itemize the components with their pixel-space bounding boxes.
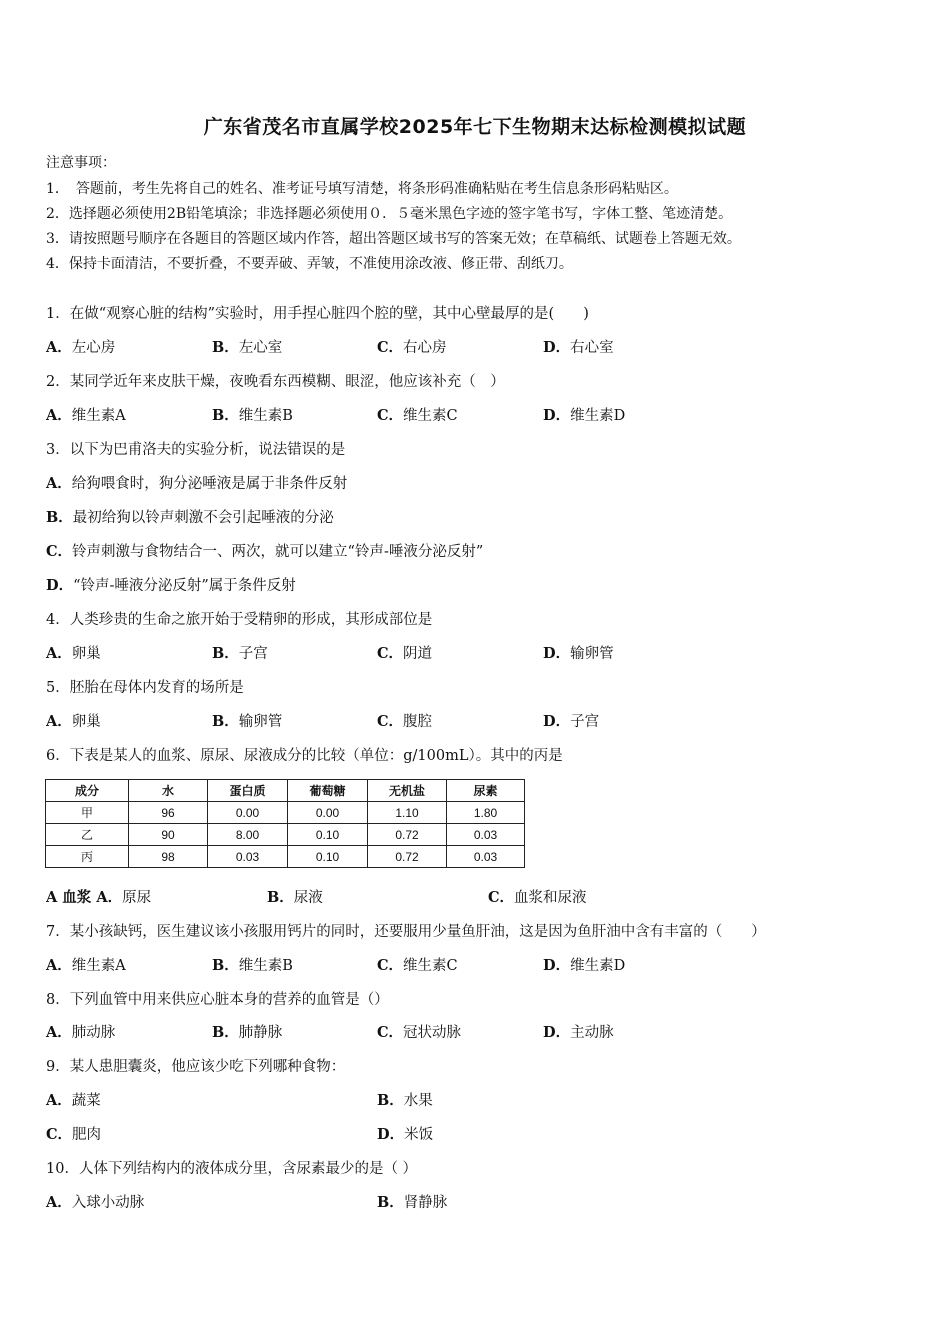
option-text: 水果 (403, 1093, 433, 1109)
option-letter: A． (46, 339, 72, 356)
table-cell: 0.72 (368, 846, 447, 868)
table-row (46, 802, 525, 824)
option-text: 左心室 (238, 340, 283, 356)
notice-item: 2．选择题必须使用2B铅笔填涂；非选择题必须使用０．５毫米黑色字迹的签字笔书写，字体工整、笔迹清楚。 (46, 206, 733, 222)
option-text: 维生素C (403, 958, 458, 974)
option-text: 维生素A (71, 408, 126, 424)
option-text: 维生素A (71, 958, 126, 974)
option-text: 铃声刺激与食物结合一、两次，就可以建立“铃声-唾液分泌反射” (72, 544, 484, 560)
table-cell: 0.03 (447, 824, 525, 846)
option-text: 输卵管 (238, 714, 283, 730)
option-b (212, 710, 282, 731)
table-header: 无机盐 (368, 780, 447, 802)
option-a (46, 954, 126, 975)
option-b (377, 1089, 433, 1110)
question-stem: 2．某同学近年来皮肤干燥，夜晚看东西模糊、眼涩，他应该补充（ ） (46, 374, 505, 390)
option-letter: A． (46, 713, 72, 730)
option-text: 肾静脉 (403, 1195, 448, 1211)
table-cell: 1.80 (447, 802, 525, 824)
option-text: 米饭 (404, 1127, 434, 1143)
option-a (46, 336, 115, 357)
option-text: 血浆和尿液 (514, 890, 587, 906)
option-a (46, 1089, 101, 1110)
option-letter: C． (46, 543, 73, 560)
option-letter: B． (46, 509, 73, 526)
page-title: 广东省茂名市直属学校2025年七下生物期末达标检测模拟试题 (203, 116, 747, 138)
option-text: 维生素D (570, 958, 626, 974)
option-letter: D． (543, 1024, 571, 1041)
option-c (46, 540, 483, 561)
option-letter: D． (543, 407, 571, 424)
table-cell: 丙 (46, 846, 129, 868)
option-letter: B． (212, 713, 239, 730)
table-cell: 8.00 (208, 824, 288, 846)
option-letter: C． (377, 339, 404, 356)
table-header: 尿素 (447, 780, 525, 802)
option-a (46, 1191, 144, 1212)
option-text: 左心房 (71, 340, 116, 356)
option-c (377, 1021, 461, 1042)
question-stem: 1．在做“观察心脏的结构”实验时，用手捏心脏四个腔的壁，其中心壁最厚的是( ) (46, 306, 589, 322)
option-letter: D． (543, 713, 571, 730)
option-d (543, 642, 614, 663)
option-letter: A 血浆 A． (46, 889, 123, 906)
option-text: 肺静脉 (238, 1025, 283, 1041)
option-c (377, 642, 432, 663)
option-text: 维生素B (238, 408, 293, 424)
option-text: 右心房 (403, 340, 447, 356)
option-letter: A． (46, 1092, 72, 1109)
option-text: 给狗喂食时，狗分泌唾液是属于非条件反射 (71, 476, 348, 492)
option-text: 卵巢 (71, 714, 101, 730)
option-b (212, 404, 293, 425)
option-d (543, 954, 625, 975)
option-text: 肺动脉 (71, 1025, 116, 1041)
question-stem: 10．人体下列结构内的液体成分里，含尿素最少的是（ ） (46, 1161, 418, 1177)
table-cell: 0.03 (447, 846, 525, 868)
table-cell: 0.10 (288, 846, 368, 868)
table-cell: 1.10 (368, 802, 447, 824)
notice-item: 3．请按照题号顺序在各题目的答题区域内作答，超出答题区域书写的答案无效；在草稿纸、试题卷上答题无效。 (46, 231, 741, 247)
option-text: 维生素B (238, 958, 293, 974)
option-text: 入球小动脉 (71, 1195, 145, 1211)
question-stem: 5．胚胎在母体内发育的场所是 (46, 680, 244, 696)
option-d (543, 710, 599, 731)
question-stem: 6．下表是某人的血浆、原尿、尿液成分的比较（单位：g/100mL）。其中的丙是 (46, 748, 563, 764)
option-text: 子宫 (238, 646, 268, 662)
option-letter: D． (543, 645, 571, 662)
question-stem: 9．某人患胆囊炎，他应该少吃下列哪种食物： (46, 1059, 346, 1075)
option-letter: A． (46, 645, 72, 662)
option-text: 子宫 (570, 714, 600, 730)
option-c (377, 404, 458, 425)
option-text: 输卵管 (570, 646, 614, 662)
option-d (377, 1123, 433, 1144)
notice-item: 4．保持卡面清洁，不要折叠，不要弄破、弄皱，不准使用涂改液、修正带、刮纸刀。 (46, 256, 573, 272)
option-a (46, 472, 347, 493)
option-a (46, 710, 101, 731)
option-letter: C． (377, 713, 404, 730)
table-cell: 90 (129, 824, 208, 846)
table-cell: 96 (129, 802, 208, 824)
option-text: 卵巢 (71, 646, 101, 662)
table-header: 水 (129, 780, 208, 802)
option-letter: D． (543, 957, 571, 974)
question-stem: 8．下列血管中用来供应心脏本身的营养的血管是（） (46, 992, 389, 1008)
option-b (212, 642, 268, 663)
composition-table (45, 779, 525, 868)
table-row (46, 824, 525, 846)
table-cell: 乙 (46, 824, 129, 846)
option-text: 原尿 (122, 890, 152, 906)
option-text: 维生素C (403, 408, 458, 424)
option-c (488, 886, 587, 907)
option-b (212, 954, 293, 975)
option-letter: A． (46, 407, 72, 424)
question-stem: 4．人类珍贵的生命之旅开始于受精卵的形成，其形成部位是 (46, 612, 433, 628)
option-c (377, 710, 432, 731)
table-header: 蛋白质 (208, 780, 288, 802)
table-header-row (46, 780, 525, 802)
option-letter: A． (46, 1024, 72, 1041)
option-text: 维生素D (570, 408, 626, 424)
option-text: 腹腔 (403, 714, 433, 730)
option-letter: B． (212, 1024, 239, 1041)
option-a (46, 642, 101, 663)
option-letter: C． (488, 889, 515, 906)
option-letter: A． (46, 475, 72, 492)
table-cell: 0.03 (208, 846, 288, 868)
option-text: 蔬菜 (71, 1093, 101, 1109)
option-letter: C． (377, 407, 404, 424)
option-d (543, 336, 614, 357)
table-cell: 0.00 (288, 802, 368, 824)
option-text: 肥肉 (72, 1127, 102, 1143)
option-b (46, 506, 334, 527)
option-b (267, 886, 323, 907)
option-b (377, 1191, 447, 1212)
option-letter: B． (212, 339, 239, 356)
option-c (46, 1123, 101, 1144)
option-c (377, 336, 447, 357)
option-b (212, 336, 282, 357)
question-stem: 3．以下为巴甫洛夫的实验分析，说法错误的是 (46, 442, 346, 458)
option-text: 最初给狗以铃声刺激不会引起唾液的分泌 (72, 510, 334, 526)
option-b (212, 1021, 282, 1042)
table-row (46, 846, 525, 868)
option-letter: B． (377, 1092, 404, 1109)
table-header: 成分 (46, 780, 129, 802)
option-letter: A． (46, 957, 72, 974)
option-d (543, 1021, 614, 1042)
table-cell: 98 (129, 846, 208, 868)
option-letter: C． (377, 645, 404, 662)
option-text: 右心室 (570, 340, 614, 356)
option-letter: B． (212, 957, 239, 974)
option-a (46, 1021, 115, 1042)
option-letter: A． (46, 1194, 72, 1211)
option-letter: C． (377, 1024, 404, 1041)
table-header: 葡萄糖 (288, 780, 368, 802)
question-stem: 7．某小孩缺钙，医生建议该小孩服用钙片的同时，还要服用少量鱼肝油，这是因为鱼肝油中含有丰富的（ ） (46, 924, 766, 940)
option-letter: D． (46, 577, 74, 594)
table-cell: 0.72 (368, 824, 447, 846)
option-letter: C． (377, 957, 404, 974)
notice-item: 1． 答题前，考生先将自己的姓名、准考证号填写清楚，将条形码准确粘贴在考生信息条形码粘贴区。 (46, 181, 678, 197)
option-letter: B． (377, 1194, 404, 1211)
option-letter: B． (212, 645, 239, 662)
option-text: 尿液 (293, 890, 323, 906)
option-d (46, 574, 296, 595)
option-a (46, 886, 151, 907)
option-letter: B． (212, 407, 239, 424)
option-d (543, 404, 625, 425)
table-cell: 0.00 (208, 802, 288, 824)
option-a (46, 404, 126, 425)
option-letter: D． (377, 1126, 405, 1143)
option-letter: B． (267, 889, 294, 906)
option-c (377, 954, 458, 975)
option-letter: C． (46, 1126, 73, 1143)
option-letter: D． (543, 339, 571, 356)
table-cell: 甲 (46, 802, 129, 824)
option-text: 阴道 (403, 646, 433, 662)
option-text: 主动脉 (570, 1025, 614, 1041)
option-text: “铃声-唾液分泌反射”属于条件反射 (73, 578, 296, 594)
table-cell: 0.10 (288, 824, 368, 846)
notice-heading: 注意事项： (46, 155, 116, 171)
option-text: 冠状动脉 (403, 1025, 462, 1041)
